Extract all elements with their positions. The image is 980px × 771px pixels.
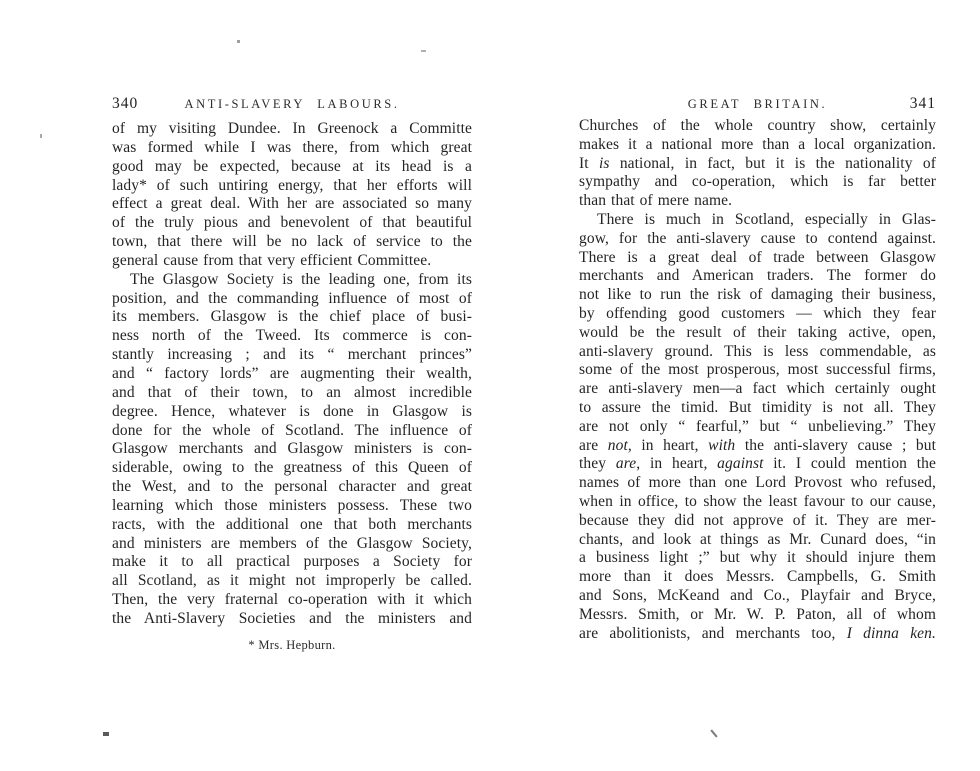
text-line: some of the most prosperous, most successful firms, [579,361,936,379]
text-line: and Sons, McKeand and Co., Playfair and Bryce, [579,586,936,604]
running-head-right: GREAT BRITAIN. [687,97,828,111]
text-line: Messrs. Smith, or Mr. W. P. Paton, all of whom [579,605,936,623]
text-line: lady* of such untiring energy, that her efforts will [112,176,472,194]
text-line: are abolitionists, and merchants too, I dinna ken. [579,624,936,642]
text-line: ness north of the Tweed. Its commerce is con- [112,327,472,345]
text-line: and that of their town, to an almost incredible [112,383,472,401]
scan-artifact [421,50,426,52]
scan-artifact [237,40,240,43]
text-line: and “ factory lords” are augmenting their wealth, [112,364,472,382]
text-line: are anti-slavery men—a fact which certainly ought [579,380,936,398]
text-line: chants, and look at things as Mr. Cunard does, “in [579,530,936,548]
text-line: makes it a national more than a local organization. [579,135,936,153]
text-line: position, and the commanding influence of most of [112,289,472,307]
text-line: of the truly pious and benevolent of that beautiful [112,214,472,232]
text-line: would be the result of their taking active, open, [579,323,936,341]
text-line: not like to run the risk of damaging their business, [579,286,936,304]
page-number-left: 340 [112,95,139,112]
text-line: degree. Hence, whatever is done in Glasgow is [112,402,472,420]
text-line: Churches of the whole country show, certainly [579,117,936,134]
text-line: sympathy and co-operation, which is far better [579,173,936,191]
text-line: learning which those ministers possess. These two [112,496,472,514]
text-line: are not, in heart, with the anti-slavery cause ; but [579,436,936,454]
text-line: good may be expected, because at its head is a [112,157,472,175]
text-line: all Scotland, as it might not improperly be called. [112,572,472,590]
text-line: by offending good customers — which they fear [579,304,936,322]
text-line: because they did not approve of it. They are mer- [579,511,936,529]
page-body-left [112,120,472,629]
text-line: siderable, owing to the greatness of this Queen of [112,459,472,477]
text-line: gow, for the anti-slavery cause to contend against. [579,229,936,247]
text-line: when in office, to show the least favour to our cause, [579,492,936,510]
text-line: a business light ;” but why it should injure them [579,549,936,567]
text-line: to assure the timid. But timidity is not all. They [579,398,936,416]
text-line: was formed while I was there, from which great [112,138,472,156]
text-line: done for the whole of Scotland. The influence of [112,421,472,439]
text-line: names of more than one Lord Provost who refused, [579,474,936,492]
running-head-left: ANTI-SLAVERY LABOURS. [184,97,400,111]
text-line: general cause from that very efficient Committee. [112,251,432,269]
page-body-right [579,117,936,643]
text-line: It is national, in fact, but it is the nationality of [579,154,936,172]
text-line: The Glasgow Society is the leading one, from its [130,270,472,288]
text-line: and ministers are members of the Glasgow Society, [112,534,472,552]
scan-artifact [40,134,42,138]
text-line: merchants and American traders. The former do [579,267,936,285]
text-line: anti-slavery ground. This is less commendable, as [579,342,936,360]
text-line: There is much in Scotland, especially in Glas- [597,210,936,228]
page-header-left [112,97,472,113]
text-line: its members. Glasgow is the chief place of busi- [112,308,472,326]
text-line: racts, with the additional one that both merchants [112,515,472,533]
page-number-right: 341 [909,95,936,112]
text-line: make it to all practical purposes a Society for [112,553,472,571]
text-line: effect a great deal. With her are associated so many [112,195,472,213]
text-line: There is a great deal of trade between Glasgow [579,248,936,266]
text-line: the Anti-Slavery Societies and the ministers and [112,609,472,627]
scan-artifact [710,729,717,737]
text-line: Glasgow merchants and Glasgow ministers is con- [112,440,472,458]
page-header-right [579,97,936,113]
text-line: more than it does Messrs. Campbells, G. Smith [579,568,936,586]
text-line: town, that there will be no lack of service to the [112,233,472,251]
text-line: than that of mere name. [579,192,733,210]
scan-artifact [103,732,109,736]
footnote: * Mrs. Hepburn. [248,638,336,652]
text-line: are not only “ fearful,” but “ unbelieving.” They [579,417,936,435]
text-line: the West, and to the personal character and great [112,478,472,496]
text-line: of my visiting Dundee. In Greenock a Committe [112,120,472,137]
text-line: they are, in heart, against it. I could mention the [579,455,936,473]
text-line: Then, the very fraternal co-operation with it which [112,591,472,609]
text-line: stantly increasing ; and its “ merchant princes” [112,346,472,364]
